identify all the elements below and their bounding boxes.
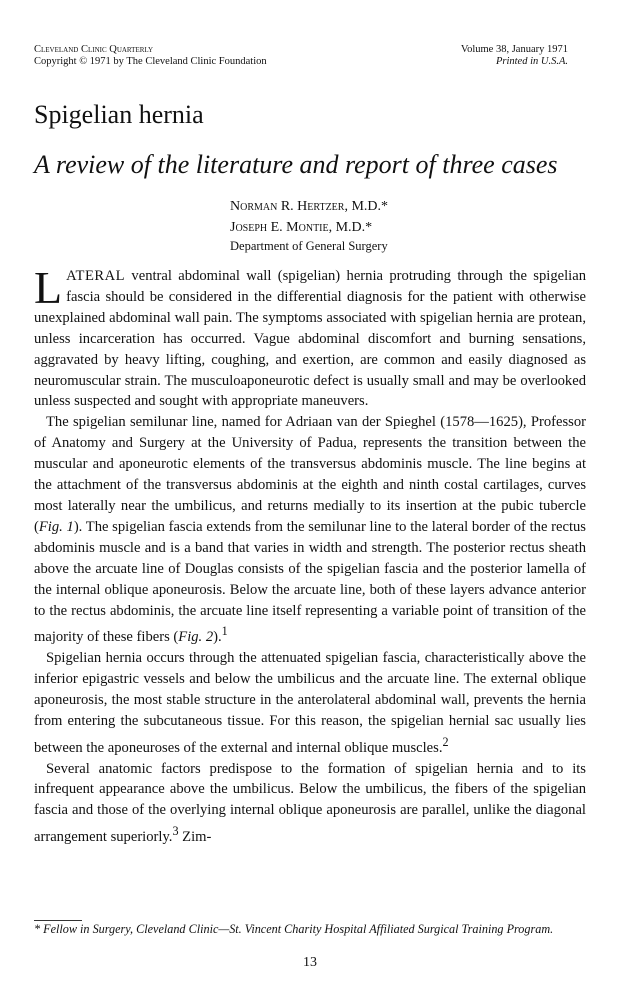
paragraph-text: Zim-	[178, 829, 212, 846]
author-block	[230, 196, 388, 254]
lead-in: ATERAL	[66, 268, 126, 284]
paragraph-text: ). The spigelian fascia extends from the semilunar line to the lateral border of the rectus abdominis muscle and is a band that varies in width and strength. The posterior rectus sheath above the arcuate line of Douglas consists of the spigelian fascia and the posterior lamella of the internal oblique aponeurosis. Below the arcuate line, both of these layers advance anterior to the rectus abdominis, the arcuate line itself representing a variable point of transition of the majority of these fibers (	[34, 518, 586, 646]
citation: 1	[221, 624, 228, 639]
article-body	[34, 262, 586, 848]
paragraph	[34, 262, 586, 412]
author-name: Norman R. Hertzer, M.D.*	[230, 199, 389, 214]
copyright-line: Copyright © 1971 by The Cleveland Clinic Foundation	[34, 56, 267, 67]
figure-ref: Fig. 1	[38, 518, 74, 535]
paragraph-text: Several anatomic factors predispose to the formation of spigelian hernia and to its infrequent appearance above the umbilicus. Below the umbilicus, the fibers of the spigelian fascia and those of the overlying internal oblique aponeurosis are parallel, unlike the diagonal arrangement superiorly.	[34, 760, 586, 846]
footnote: * Fellow in Surgery, Cleveland Clinic—St. Vincent Charity Hospital Affiliated Surgical Training Program.	[34, 922, 554, 936]
journal-name: Cleveland Clinic Quarterly	[34, 44, 154, 55]
journal-header	[34, 44, 267, 68]
footnote-rule	[34, 920, 82, 921]
paragraph	[34, 412, 586, 648]
author-name: Joseph E. Montie, M.D.*	[230, 220, 373, 235]
paragraph	[34, 759, 586, 848]
volume-line: Volume 38, January 1971	[460, 44, 568, 55]
department: Department of General Surgery	[230, 239, 388, 253]
figure-ref: Fig. 2	[178, 629, 214, 646]
paragraph-text: Spigelian hernia occurs through the attenuated spigelian fascia, characteristically above the inferior epigastric vessels and below the umbilicus and the arcuate line. The external oblique aponeurosis, the most stable structure in the anterolateral abdominal wall, prevents the hernia from entering the subcutaneous tissue. For this reason, the spigelian hernial sac usually lies between the aponeuroses of the external and internal oblique muscles.	[34, 650, 586, 756]
article-subtitle: A review of the literature and report of three cases	[34, 150, 558, 179]
paragraph-text: ventral abdominal wall (spigelian) hernia protruding through the spigelian fascia should be considered in the differential diagnosis for the patient with otherwise unexplained abdominal wall pain. The symptoms associated with spigelian hernia are protean, unless incarceration has occurred. Vague abdominal discomfort and burning sensations, aggravated by heavy lifting, coughing, and exertion, are common and easily diagnosed as neuromuscular strain. The musculoaponeurotic defect is usually small and may be overlooked unless suspected and sought with appropriate maneuvers.	[34, 268, 586, 410]
paragraph-text: ).	[213, 629, 222, 646]
issue-header	[461, 44, 568, 68]
paragraph-text: The spigelian semilunar line, named for Adriaan van der Spieghel (1578—1625), Professor of Anatomy and Surgery at the University of Padua, represents the transition between the muscular and aponeurotic elements of the transversus abdominis muscle. The line begins at the attachment of the transversus abdominis at the eighth and ninth costal cartilages, curves most laterally near the umbilicus, and returns medially to its insertion at the pubic tubercle (	[34, 414, 586, 535]
citation: 3	[172, 824, 179, 839]
printed-line: Printed in U.S.A.	[495, 56, 568, 67]
article-title: Spigelian hernia	[34, 100, 204, 129]
paragraph	[34, 648, 586, 758]
citation: 2	[442, 734, 449, 749]
page-number: 13	[303, 955, 317, 970]
drop-cap: L	[34, 262, 63, 313]
